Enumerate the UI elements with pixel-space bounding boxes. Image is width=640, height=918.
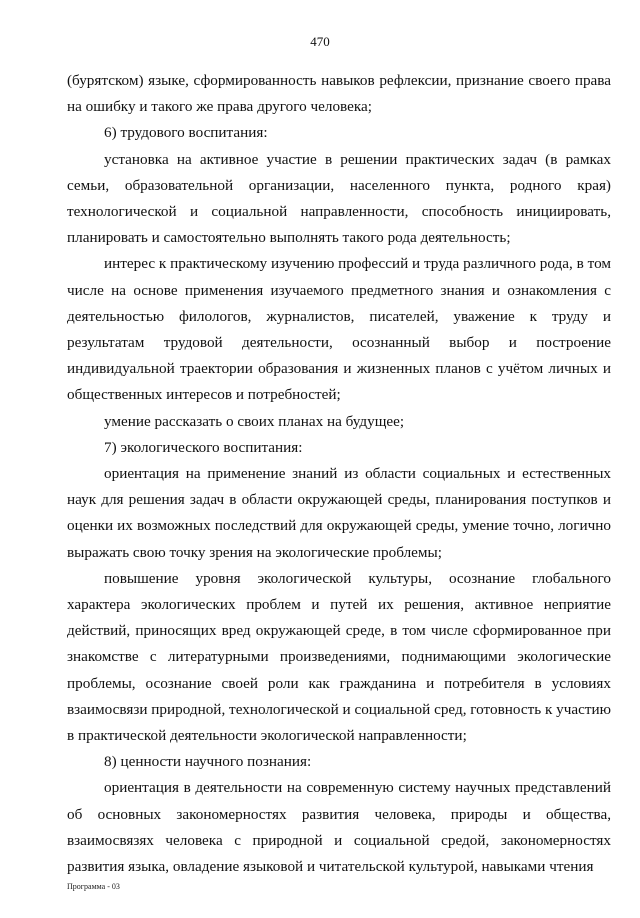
paragraph-ecological-culture: повышение уровня экологической культуры, осознание глобального характера экологических проблем и путей их решения, активное неприятие действий, приносящих вред окружающей среде, в том числе сформированное при знакомстве с литературными произведениями, поднимающими экологические проблемы, осознание своей роли как гражданина и потребителя в условиях взаимосвязи природной, технологической и социальной сред, готовность к участию в практической деятельности экологической направленности; — [67, 569, 611, 745]
heading-ecological-education: 7) экологического воспитания: — [104, 438, 303, 456]
paragraph-bilingual-reflection: (бурятском) языке, сформированность навыков рефлексии, признание своего права на ошибку и такого же права другого человека; — [67, 72, 611, 116]
paragraph-interest-in-professions: интерес к практическому изучению профессий и труда различного рода, в том числе на основе применения изучаемого предметного знания и ознакомления с деятельностью филологов, журналистов, писателей, уважение к труду и результатам трудовой деятельности, осознанный выбор и построение индивидуальной траектории образования и жизненных планов с учётом личных и общественных интересов и потребностей; — [67, 255, 611, 404]
document-body — [67, 68, 611, 880]
paragraph-future-plans: умение рассказать о своих планах на будущее; — [104, 412, 405, 430]
page-number: 470 — [310, 34, 330, 49]
footer-label: Программа - 03 — [67, 882, 120, 891]
heading-labor-education: 6) трудового воспитания: — [104, 124, 268, 142]
heading-scientific-knowledge: 8) ценности научного познания: — [104, 753, 312, 771]
paragraph-scientific-orientation: ориентация в деятельности на современную систему научных представлений об основных закономерностях развития человека, природы и общества, взаимосвязях человека с природной и социальной средой, закономерностях развития языка, овладение языковой и читательской культурой, навыками чтения — [67, 779, 611, 876]
paragraph-active-participation: установка на активное участие в решении практических задач (в рамках семьи, образовательной организации, населенного пункта, родного края) технологической и социальной направленности, способность инициировать, планировать и самостоятельно выполнять такого рода деятельность; — [67, 150, 611, 247]
paragraph-knowledge-application: ориентация на применение знаний из области социальных и естественных наук для решения задач в области окружающей среды, планирования поступков и оценки их возможных последствий для окружающей среды, умение точно, логично выражать свою точку зрения на экологические проблемы; — [67, 465, 611, 561]
